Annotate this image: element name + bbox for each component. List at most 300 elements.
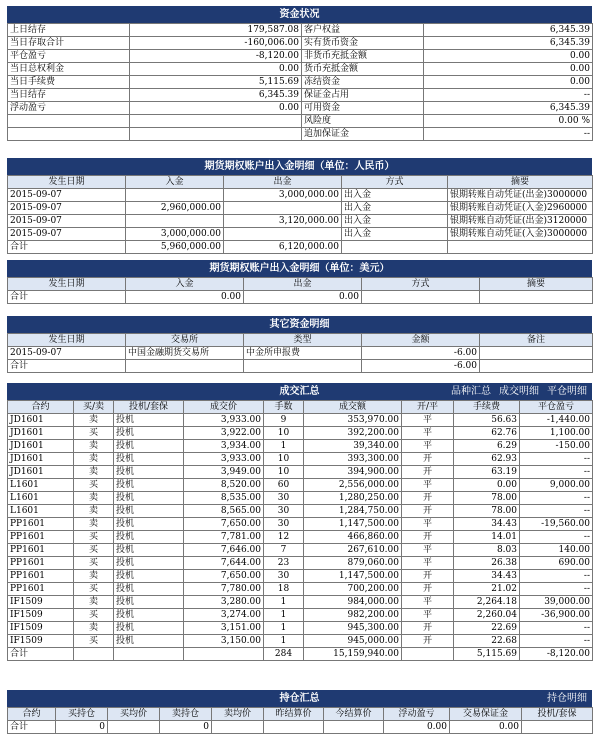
rmb-cell: 2015-09-07 — [8, 228, 126, 241]
funds-label: 可用资金 — [302, 102, 424, 115]
positions-col-header: 投机/套保 — [522, 708, 593, 721]
funds-value — [130, 115, 302, 128]
trades-cell: PP1601 — [8, 531, 74, 544]
other-header-row — [8, 334, 593, 347]
funds-label: 货币充抵金额 — [302, 63, 424, 76]
trades-cell — [184, 648, 264, 661]
trades-cell: IF1509 — [8, 635, 74, 648]
trades-cell: 买 — [74, 583, 114, 596]
rmb-cell — [224, 202, 342, 215]
funds-label: 冻结资金 — [302, 76, 424, 89]
trades-cell: 卖 — [74, 466, 114, 479]
trades-cell: 买 — [74, 544, 114, 557]
trades-cell: 10 — [264, 427, 304, 440]
trades-link[interactable]: 成交明细 — [499, 386, 539, 397]
funds-row — [8, 128, 593, 141]
trades-cell: JD1601 — [8, 440, 74, 453]
trades-cell: 平 — [402, 440, 454, 453]
trades-cell: 开 — [402, 453, 454, 466]
rmb-cell: 银期转账自动凭证(入金)3000000 — [448, 228, 593, 241]
usd-cell: 0.00 — [244, 291, 362, 304]
other-cell — [126, 360, 244, 373]
positions-cell — [212, 721, 264, 734]
funds-title: 资金状况 — [7, 6, 592, 23]
rmb-section — [7, 158, 592, 254]
trades-cell: 5,115.69 — [454, 648, 520, 661]
trades-cell: 30 — [264, 570, 304, 583]
trades-cell: 8,535.00 — [184, 492, 264, 505]
rmb-cell — [448, 241, 593, 254]
positions-row — [8, 721, 593, 734]
rmb-col-header: 发生日期 — [8, 176, 126, 189]
other-row — [8, 360, 593, 373]
trades-row — [8, 414, 593, 427]
trades-row — [8, 453, 593, 466]
trades-cell: 945,300.00 — [304, 622, 402, 635]
trades-cell: IF1509 — [8, 622, 74, 635]
funds-value: 0.00 — [424, 63, 593, 76]
trades-cell: 945,000.00 — [304, 635, 402, 648]
trades-cell: 卖 — [74, 570, 114, 583]
funds-label: 客户权益 — [302, 24, 424, 37]
funds-label: 当日存取合计 — [8, 37, 130, 50]
trades-cell: 卖 — [74, 505, 114, 518]
other-cell: 合计 — [8, 360, 126, 373]
positions-cell — [108, 721, 160, 734]
rmb-row — [8, 228, 593, 241]
funds-value: 6,345.39 — [424, 24, 593, 37]
trades-cell: 3,280.00 — [184, 596, 264, 609]
trades-cell: 投机 — [114, 596, 184, 609]
trades-cell: PP1601 — [8, 557, 74, 570]
trades-cell: 78.00 — [454, 492, 520, 505]
trades-cell: 投机 — [114, 440, 184, 453]
trades-cell: 投机 — [114, 492, 184, 505]
trades-cell: 34.43 — [454, 518, 520, 531]
trades-cell: -- — [520, 622, 593, 635]
trades-cell: 62.76 — [454, 427, 520, 440]
trades-cell: 284 — [264, 648, 304, 661]
rmb-cell: 银期转账自动凭证(出金)3000000 — [448, 189, 593, 202]
trades-cell: 1,147,500.00 — [304, 570, 402, 583]
trades-cell: 买 — [74, 531, 114, 544]
trades-cell: L1601 — [8, 505, 74, 518]
trades-cell: 1 — [264, 635, 304, 648]
trades-row — [8, 648, 593, 661]
other-cell: 中金所申报费 — [244, 347, 362, 360]
trades-link[interactable]: 平仓明细 — [547, 386, 587, 397]
positions-col-header: 浮动盈亏 — [384, 708, 450, 721]
trades-cell: 30 — [264, 518, 304, 531]
positions-title: 持仓汇总 — [279, 693, 320, 704]
trades-cell: JD1601 — [8, 414, 74, 427]
trades-cell: 卖 — [74, 414, 114, 427]
trades-cell: 982,200.00 — [304, 609, 402, 622]
trades-cell: -- — [520, 492, 593, 505]
trades-col-header: 平仓盈亏 — [520, 401, 593, 414]
trades-cell: 392,200.00 — [304, 427, 402, 440]
trades-cell: 7,644.00 — [184, 557, 264, 570]
trades-cell: IF1509 — [8, 596, 74, 609]
other-col-header: 类型 — [244, 334, 362, 347]
trades-cell: 22.69 — [454, 622, 520, 635]
usd-col-header: 方式 — [362, 278, 480, 291]
rmb-row — [8, 215, 593, 228]
trades-cell: JD1601 — [8, 466, 74, 479]
trades-row — [8, 609, 593, 622]
trades-cell: 平 — [402, 609, 454, 622]
trades-cell: 3,150.00 — [184, 635, 264, 648]
trades-cell: -36,900.00 — [520, 609, 593, 622]
trades-cell: 卖 — [74, 518, 114, 531]
trades-cell: 投机 — [114, 453, 184, 466]
trades-cell: 投机 — [114, 557, 184, 570]
trades-cell: 开 — [402, 531, 454, 544]
positions-cell: 0 — [56, 721, 108, 734]
rmb-col-header: 入金 — [126, 176, 224, 189]
rmb-cell — [126, 189, 224, 202]
trades-section — [7, 383, 592, 661]
trades-cell: 3,933.00 — [184, 453, 264, 466]
trades-cell: -- — [520, 635, 593, 648]
positions-section — [7, 690, 592, 734]
rmb-cell: 银期转账自动凭证(入金)2960000 — [448, 202, 593, 215]
funds-label: 浮动盈亏 — [8, 102, 130, 115]
trades-cell: 买 — [74, 635, 114, 648]
trades-cell: 开 — [402, 492, 454, 505]
trades-cell: 开 — [402, 505, 454, 518]
trades-cell: 买 — [74, 479, 114, 492]
usd-title: 期货期权账户出入金明细（单位：美元） — [7, 260, 592, 277]
other-cell: -6.00 — [362, 360, 480, 373]
trades-title: 成交汇总 — [279, 386, 320, 397]
funds-label: 当日结存 — [8, 89, 130, 102]
trades-col-header: 投机/套保 — [114, 401, 184, 414]
trades-cell: 9 — [264, 414, 304, 427]
trades-cell: 0.00 — [454, 479, 520, 492]
other-table — [7, 333, 593, 373]
rmb-cell: 银期转账自动凭证(出金)3120000 — [448, 215, 593, 228]
funds-row — [8, 115, 593, 128]
trades-cell: 卖 — [74, 622, 114, 635]
trades-links — [443, 384, 587, 399]
rmb-cell: 3,120,000.00 — [224, 215, 342, 228]
rmb-col-header: 摘要 — [448, 176, 593, 189]
trades-cell: 1 — [264, 596, 304, 609]
rmb-cell: 5,960,000.00 — [126, 241, 224, 254]
rmb-cell: 6,120,000.00 — [224, 241, 342, 254]
trades-row — [8, 505, 593, 518]
other-cell — [480, 360, 593, 373]
trades-cell: PP1601 — [8, 544, 74, 557]
trades-cell: 1,100.00 — [520, 427, 593, 440]
funds-row — [8, 24, 593, 37]
funds-row — [8, 102, 593, 115]
positions-col-header: 昨结算价 — [264, 708, 324, 721]
trades-cell: 平 — [402, 427, 454, 440]
trades-cell: 30 — [264, 505, 304, 518]
usd-section — [7, 260, 592, 304]
funds-value: 0.00 — [130, 63, 302, 76]
funds-row — [8, 76, 593, 89]
trades-cell: IF1509 — [8, 609, 74, 622]
trades-cell: 平 — [402, 596, 454, 609]
trades-cell: 8.03 — [454, 544, 520, 557]
rmb-cell: 出入金 — [342, 202, 448, 215]
rmb-table — [7, 175, 593, 254]
trades-cell: 267,610.00 — [304, 544, 402, 557]
trades-row — [8, 492, 593, 505]
trades-col-header: 开/平 — [402, 401, 454, 414]
positions-cell — [522, 721, 593, 734]
positions-col-header: 合约 — [8, 708, 56, 721]
positions-cell — [324, 721, 384, 734]
trades-cell: L1601 — [8, 479, 74, 492]
trades-cell: 买 — [74, 609, 114, 622]
funds-label: 保证金占用 — [302, 89, 424, 102]
trades-cell: 开 — [402, 635, 454, 648]
trades-cell: -- — [520, 570, 593, 583]
trades-cell: 买 — [74, 427, 114, 440]
positions-cell: 0 — [160, 721, 212, 734]
trades-cell: L1601 — [8, 492, 74, 505]
positions-col-header: 买持仓 — [56, 708, 108, 721]
trades-cell: 10 — [264, 453, 304, 466]
rmb-cell — [224, 228, 342, 241]
positions-link[interactable]: 持仓明细 — [547, 693, 587, 704]
rmb-row — [8, 189, 593, 202]
trades-cell: 3,922.00 — [184, 427, 264, 440]
trades-row — [8, 531, 593, 544]
funds-section — [7, 6, 592, 141]
trades-cell: PP1601 — [8, 583, 74, 596]
rmb-cell: 出入金 — [342, 215, 448, 228]
funds-value: -- — [424, 89, 593, 102]
funds-value: 0.00 — [424, 50, 593, 63]
trades-row — [8, 427, 593, 440]
positions-col-header: 卖均价 — [212, 708, 264, 721]
trades-cell: 56.63 — [454, 414, 520, 427]
funds-value: 0.00 % — [424, 115, 593, 128]
trades-cell: -- — [520, 583, 593, 596]
trades-cell: 卖 — [74, 440, 114, 453]
rmb-cell — [126, 215, 224, 228]
trades-cell: 14.01 — [454, 531, 520, 544]
positions-title-bar — [7, 690, 592, 707]
funds-label: 上日结存 — [8, 24, 130, 37]
trades-cell: 投机 — [114, 505, 184, 518]
trades-cell: PP1601 — [8, 518, 74, 531]
rmb-cell: 出入金 — [342, 189, 448, 202]
trades-cell: 22.68 — [454, 635, 520, 648]
trades-cell: 7,781.00 — [184, 531, 264, 544]
trades-cell: 7,646.00 — [184, 544, 264, 557]
funds-value: 0.00 — [130, 102, 302, 115]
trades-cell: 2,556,000.00 — [304, 479, 402, 492]
funds-table — [7, 23, 593, 141]
funds-row — [8, 37, 593, 50]
trades-cell: 3,933.00 — [184, 414, 264, 427]
positions-table — [7, 707, 593, 734]
trades-cell: 卖 — [74, 492, 114, 505]
positions-links — [539, 691, 587, 706]
rmb-col-header: 方式 — [342, 176, 448, 189]
trades-cell: 1,280,250.00 — [304, 492, 402, 505]
trades-cell: 投机 — [114, 583, 184, 596]
trades-cell: 393,300.00 — [304, 453, 402, 466]
trades-cell: 1 — [264, 440, 304, 453]
trades-cell: 8,520.00 — [184, 479, 264, 492]
trades-cell: 投机 — [114, 414, 184, 427]
trades-cell: 394,900.00 — [304, 466, 402, 479]
funds-row — [8, 89, 593, 102]
funds-value: 5,115.69 — [130, 76, 302, 89]
funds-label: 平仓盈亏 — [8, 50, 130, 63]
trades-cell: -- — [520, 466, 593, 479]
usd-col-header: 入金 — [126, 278, 244, 291]
usd-cell — [362, 291, 480, 304]
trades-row — [8, 570, 593, 583]
rmb-cell: 2015-09-07 — [8, 202, 126, 215]
other-col-header: 发生日期 — [8, 334, 126, 347]
trades-cell: -8,120.00 — [520, 648, 593, 661]
positions-col-header: 交易保证金 — [450, 708, 522, 721]
trades-cell: -- — [520, 453, 593, 466]
positions-cell: 合计 — [8, 721, 56, 734]
trades-cell: 353,970.00 — [304, 414, 402, 427]
funds-value: 6,345.39 — [424, 102, 593, 115]
trades-cell: 开 — [402, 583, 454, 596]
other-cell — [480, 347, 593, 360]
trades-cell: 3,274.00 — [184, 609, 264, 622]
trades-cell: 7,650.00 — [184, 570, 264, 583]
trades-cell: 12 — [264, 531, 304, 544]
funds-label: 非货币充抵金额 — [302, 50, 424, 63]
trades-cell: 投机 — [114, 427, 184, 440]
trades-row — [8, 622, 593, 635]
other-cell: 2015-09-07 — [8, 347, 126, 360]
trades-cell: 39,340.00 — [304, 440, 402, 453]
trades-row — [8, 635, 593, 648]
trades-cell: 63.19 — [454, 466, 520, 479]
trades-link[interactable]: 品种汇总 — [451, 386, 491, 397]
funds-row — [8, 50, 593, 63]
trades-cell: 开 — [402, 622, 454, 635]
trades-cell: 1,284,750.00 — [304, 505, 402, 518]
trades-cell: 7,780.00 — [184, 583, 264, 596]
trades-col-header: 合约 — [8, 401, 74, 414]
trades-col-header: 成交价 — [184, 401, 264, 414]
trades-cell: 466,860.00 — [304, 531, 402, 544]
rmb-cell: 2,960,000.00 — [126, 202, 224, 215]
positions-col-header: 今结算价 — [324, 708, 384, 721]
trades-cell: 984,000.00 — [304, 596, 402, 609]
trades-row — [8, 479, 593, 492]
rmb-cell: 2015-09-07 — [8, 189, 126, 202]
trades-cell: 投机 — [114, 531, 184, 544]
trades-cell: 3,949.00 — [184, 466, 264, 479]
usd-cell — [480, 291, 593, 304]
trades-cell — [402, 648, 454, 661]
trades-cell: 140.00 — [520, 544, 593, 557]
trades-cell: 2,264.18 — [454, 596, 520, 609]
trades-cell: 投机 — [114, 570, 184, 583]
trades-cell — [114, 648, 184, 661]
trades-cell: 卖 — [74, 596, 114, 609]
other-col-header: 交易所 — [126, 334, 244, 347]
funds-value: -- — [424, 128, 593, 141]
trades-cell: 平 — [402, 518, 454, 531]
funds-value: -160,006.00 — [130, 37, 302, 50]
trades-cell: 879,060.00 — [304, 557, 402, 570]
trades-cell: 3,934.00 — [184, 440, 264, 453]
trades-cell: 1 — [264, 609, 304, 622]
trades-cell: 690.00 — [520, 557, 593, 570]
trades-row — [8, 557, 593, 570]
funds-label — [8, 128, 130, 141]
positions-cell: 0.00 — [450, 721, 522, 734]
other-cell: 中国金融期货交易所 — [126, 347, 244, 360]
trades-cell: 7 — [264, 544, 304, 557]
trades-cell: 8,565.00 — [184, 505, 264, 518]
trades-cell: 39,000.00 — [520, 596, 593, 609]
trades-cell: 投机 — [114, 635, 184, 648]
funds-row — [8, 63, 593, 76]
funds-label: 实有货币资金 — [302, 37, 424, 50]
trades-cell: 2,260.04 — [454, 609, 520, 622]
funds-value: 6,345.39 — [424, 37, 593, 50]
trades-row — [8, 544, 593, 557]
trades-row — [8, 518, 593, 531]
trades-cell: 开 — [402, 570, 454, 583]
rmb-cell: 3,000,000.00 — [224, 189, 342, 202]
trades-cell: JD1601 — [8, 453, 74, 466]
usd-col-header: 摘要 — [480, 278, 593, 291]
trades-cell: 26.38 — [454, 557, 520, 570]
trades-row — [8, 466, 593, 479]
funds-label — [8, 115, 130, 128]
trades-cell: 平 — [402, 544, 454, 557]
trades-cell: 6.29 — [454, 440, 520, 453]
trades-cell: 投机 — [114, 544, 184, 557]
usd-row — [8, 291, 593, 304]
usd-cell: 0.00 — [126, 291, 244, 304]
other-row — [8, 347, 593, 360]
trades-cell: 78.00 — [454, 505, 520, 518]
trades-cell: 10 — [264, 466, 304, 479]
trades-cell: 60 — [264, 479, 304, 492]
trades-cell: 30 — [264, 492, 304, 505]
rmb-col-header: 出金 — [224, 176, 342, 189]
trades-cell: 投机 — [114, 479, 184, 492]
trades-cell: 15,159,940.00 — [304, 648, 402, 661]
trades-cell: -- — [520, 505, 593, 518]
trades-cell: 23 — [264, 557, 304, 570]
funds-label: 风险度 — [302, 115, 424, 128]
trades-cell: PP1601 — [8, 570, 74, 583]
other-cell: -6.00 — [362, 347, 480, 360]
trades-cell: 34.43 — [454, 570, 520, 583]
funds-value: 6,345.39 — [130, 89, 302, 102]
usd-table — [7, 277, 593, 304]
usd-cell: 合计 — [8, 291, 126, 304]
trades-cell: 700,200.00 — [304, 583, 402, 596]
trades-title-bar — [7, 383, 592, 400]
trades-cell: 开 — [402, 466, 454, 479]
positions-cell: 0.00 — [384, 721, 450, 734]
trades-col-header: 手数 — [264, 401, 304, 414]
other-section — [7, 316, 592, 373]
